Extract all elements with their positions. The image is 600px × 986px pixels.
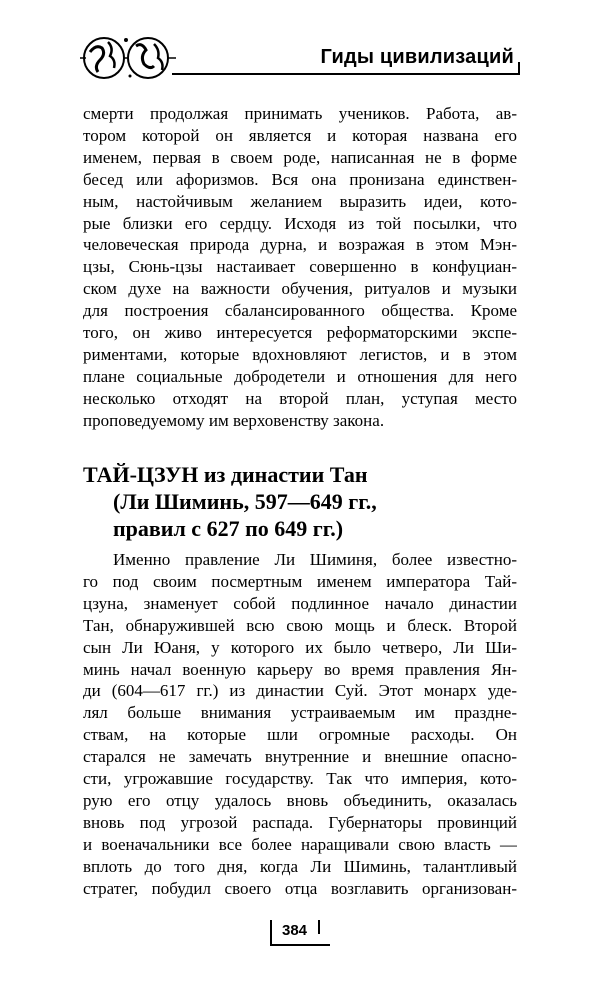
- page-number: 384: [282, 922, 308, 939]
- text-line: сти, угрожавшие государству. Так что империя, кото-: [83, 769, 517, 789]
- text-line: проповедуемому им верховенству закона.: [83, 410, 385, 430]
- section-heading-reign: правил с 627 по 649 гг.): [113, 516, 344, 541]
- text-line: цзуна, знаменует собой подлинное начало династии: [83, 593, 517, 613]
- page-footer: [270, 920, 330, 946]
- text-line: и военачальники все более наращивали свою власть —: [83, 834, 517, 854]
- text-line: Тан, обнаружившей всю свою мощь и блеск. Второй: [83, 615, 517, 635]
- text-line: рую его отцу удалось вновь объединить, оказалась: [83, 790, 517, 810]
- text-line: ском духе на важности обучения, ритуалов и музыки: [83, 279, 517, 299]
- text-line: смерти продолжая принимать учеников. Работа, ав-: [83, 104, 517, 123]
- running-title: Гиды цивилизаций: [320, 46, 514, 68]
- text-line: го под своим посмертным именем императора Тай-: [83, 571, 517, 591]
- footer-rule: [270, 944, 330, 946]
- text-line: Именно правление Ли Шиминя, более известно-: [113, 550, 517, 569]
- text-line: риментами, которые вдохновляют легистов, и в этом: [83, 344, 517, 364]
- section-heading-dates: (Ли Шиминь, 597—649 гг.,: [113, 489, 377, 514]
- text-line: тором которой он является и которая названа его: [83, 125, 517, 145]
- section-heading: [83, 461, 517, 542]
- text-line: человеческая природа дурна, и возражая в этом Мэн-: [83, 235, 517, 255]
- paragraph-continued: [83, 103, 517, 432]
- text-line: ным, настойчивым желанием выразить идеи, кото-: [83, 191, 517, 211]
- running-header: [80, 30, 520, 86]
- text-line: минь начал военную карьеру во время правления Ян-: [83, 659, 517, 679]
- text-line: рые близки его сердцу. Исходя из той посылки, что: [83, 213, 517, 233]
- text-line: старался не замечать внутренние и внешние опасно-: [83, 747, 517, 767]
- text-line: ствам, на которые шли огромные расходы. Он: [83, 725, 517, 745]
- header-rule: [172, 73, 520, 75]
- twin-globe-ornament-icon: [80, 30, 180, 86]
- text-line: вплоть до того дня, когда Ли Шиминь, талантливый: [83, 856, 517, 876]
- paragraph-section-body: [83, 549, 517, 900]
- footer-rule-end-tick: [318, 920, 320, 934]
- text-line: ди (604—617 гг.) из династии Суй. Этот монарх уде-: [83, 681, 517, 701]
- header-rule-end-tick: [518, 62, 520, 74]
- footer-rule-start-tick: [270, 920, 272, 946]
- text-line: стратег, побудил своего отца возглавить организован-: [83, 878, 517, 898]
- text-line: бесед или афоризмов. Вся она пронизана единствен-: [83, 169, 517, 189]
- text-line: для построения сбалансированного общества. Кроме: [83, 301, 517, 321]
- text-line: плане социальные добродетели и отношения для него: [83, 366, 517, 386]
- text-line: цзы, Сюнь-цзы настаивает совершенно в конфуциан-: [83, 257, 517, 277]
- text-line: именем, первая в своем роде, написанная не в форме: [83, 147, 517, 167]
- text-line: лял больше внимания устраиваемым им праздне-: [83, 703, 517, 723]
- text-line: сын Ли Юаня, у которого их было четверо, Ли Ши-: [83, 637, 517, 657]
- text-line: несколько отходят на второй план, уступая место: [83, 388, 517, 408]
- text-line: вновь под угрозой распада. Губернаторы провинций: [83, 812, 517, 832]
- section-heading-title: ТАЙ-ЦЗУН из династии Тан: [83, 462, 368, 487]
- text-line: того, он живо интересуется реформаторскими экспе-: [83, 323, 517, 343]
